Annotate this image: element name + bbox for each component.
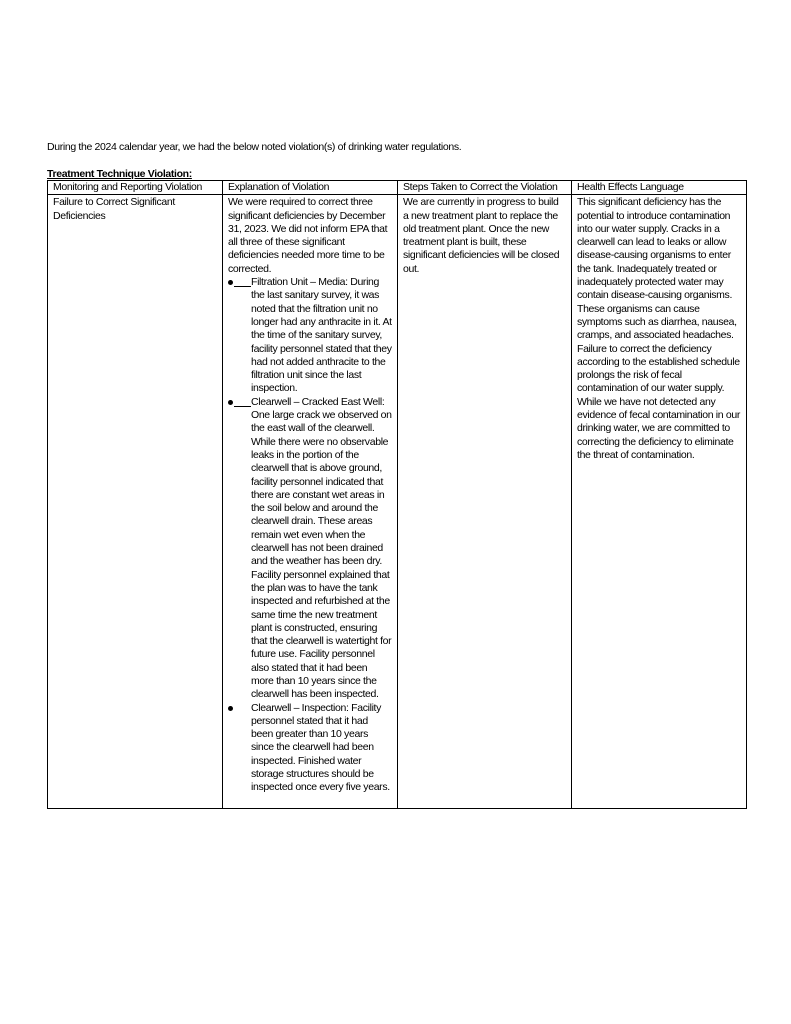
violation-cell: Failure to Correct Significant Deficiencies — [48, 195, 223, 809]
violation-table — [47, 180, 747, 809]
deficiency-list — [228, 276, 392, 795]
deficiency-item — [228, 702, 392, 795]
deficiency-text: Clearwell – Inspection: Facility personnel stated that it had been greater than 10 years since the clearwell had been inspected. Finished water storage structures should be inspected once every five years. — [251, 701, 390, 794]
deficiency-item — [228, 276, 392, 396]
health-effects-cell: This significant deficiency has the potential to introduce contamination into our water supply. Cracks in a clearwell can lead to leaks or allow disease-causing organisms to enter the tank. Inadequately treated or inadequately protected water may contain disease-causing organisms. These organisms can cause symptoms such as diarrhea, nausea, cramps, and associated headaches. Failure to correct the deficiency according to the established schedule prolongs the risk of fecal contamination of our water supply. While we have not detected any evidence of fecal contamination in our drinking water, we are committed to correcting the deficiency to eliminate the threat of contamination. — [572, 195, 747, 809]
table-row — [48, 195, 747, 809]
table-header-row — [48, 181, 747, 195]
document-page — [47, 141, 745, 809]
deficiency-item — [228, 396, 392, 702]
bullet-icon — [228, 276, 250, 289]
bullet-icon — [228, 702, 250, 715]
header-health-effects: Health Effects Language — [572, 181, 747, 195]
deficiency-text: Clearwell – Cracked East Well: One large crack we observed on the east wall of the clearwell. While there were no observable leaks in the portion of the clearwell that is above ground, facility personnel indicated that there are constant wet areas in the soil below and around the clearwell drain. These areas remain wet even when the clearwell has not been drained and the weather has been dry. Facility personnel explained that the plan was to have the tank inspected and refurbished at the same time the new treatment plant is constructed, ensuring that the clearwell is watertight for future use. Facility personnel also stated that it had been more than 10 years since the clearwell has been inspected. — [251, 395, 392, 701]
deficiency-text: Filtration Unit – Media: During the last sanitary survey, it was noted that the filtration unit no longer had any anthracite in it. At the time of the sanitary survey, facility personnel stated that they had not added anthracite to the filtration unit since the last inspection. — [251, 276, 392, 395]
section-title: Treatment Technique Violation: — [47, 168, 192, 180]
header-monitoring-violation: Monitoring and Reporting Violation — [48, 181, 223, 195]
bullet-icon — [228, 396, 250, 409]
intro-text: During the 2024 calendar year, we had the below noted violation(s) of drinking water regulations. — [47, 141, 462, 153]
explanation-cell — [223, 195, 398, 809]
steps-taken-cell: We are currently in progress to build a new treatment plant to replace the old treatment plant. Once the new treatment plant is built, these significant deficiencies will be closed out. — [398, 195, 572, 809]
header-steps-taken: Steps Taken to Correct the Violation — [398, 181, 572, 195]
header-explanation: Explanation of Violation — [223, 181, 398, 195]
explanation-intro: We were required to correct three significant deficiencies by December 31, 2023. We did not inform EPA that all three of these significant deficiencies needed more time to be corrected. — [228, 196, 388, 275]
